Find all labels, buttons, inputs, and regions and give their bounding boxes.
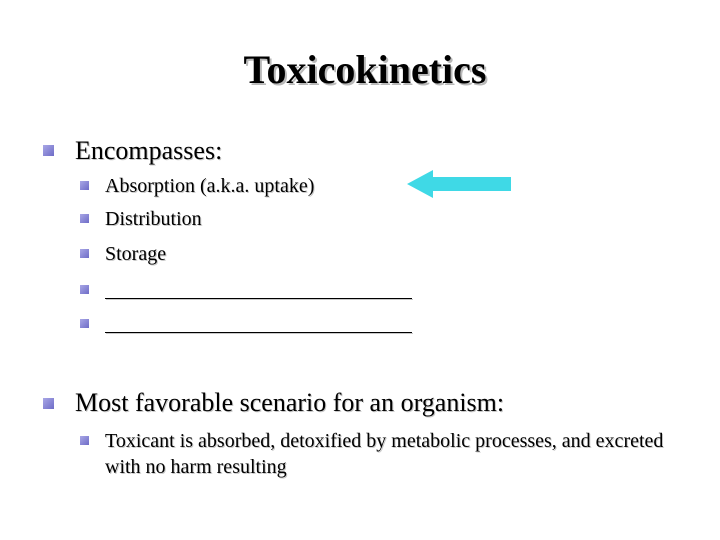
bullet-icon (43, 145, 54, 156)
bullet-icon (80, 214, 89, 223)
list-item-absorption: Absorption (a.k.a. uptake) (105, 175, 315, 197)
bullet-icon (80, 436, 89, 445)
bullet-icon (80, 181, 89, 190)
list-item-storage: Storage (105, 243, 167, 265)
bullet-icon (80, 319, 89, 328)
bullet-heading-encompasses: Encompasses: (75, 136, 223, 165)
bullet-icon (43, 398, 54, 409)
list-item-toxicant: Toxicant is absorbed, detoxified by metabolic processes, and excreted with no harm resulting (105, 430, 664, 478)
blank-line (105, 298, 412, 299)
left-arrow-icon (407, 170, 513, 198)
blank-line (105, 332, 412, 333)
bullet-heading-scenario: Most favorable scenario for an organism: (75, 388, 505, 417)
bullet-icon (80, 249, 89, 258)
bullet-icon (80, 285, 89, 294)
slide-title: Toxicokinetics (243, 47, 487, 92)
list-item-distribution: Distribution (105, 208, 202, 230)
